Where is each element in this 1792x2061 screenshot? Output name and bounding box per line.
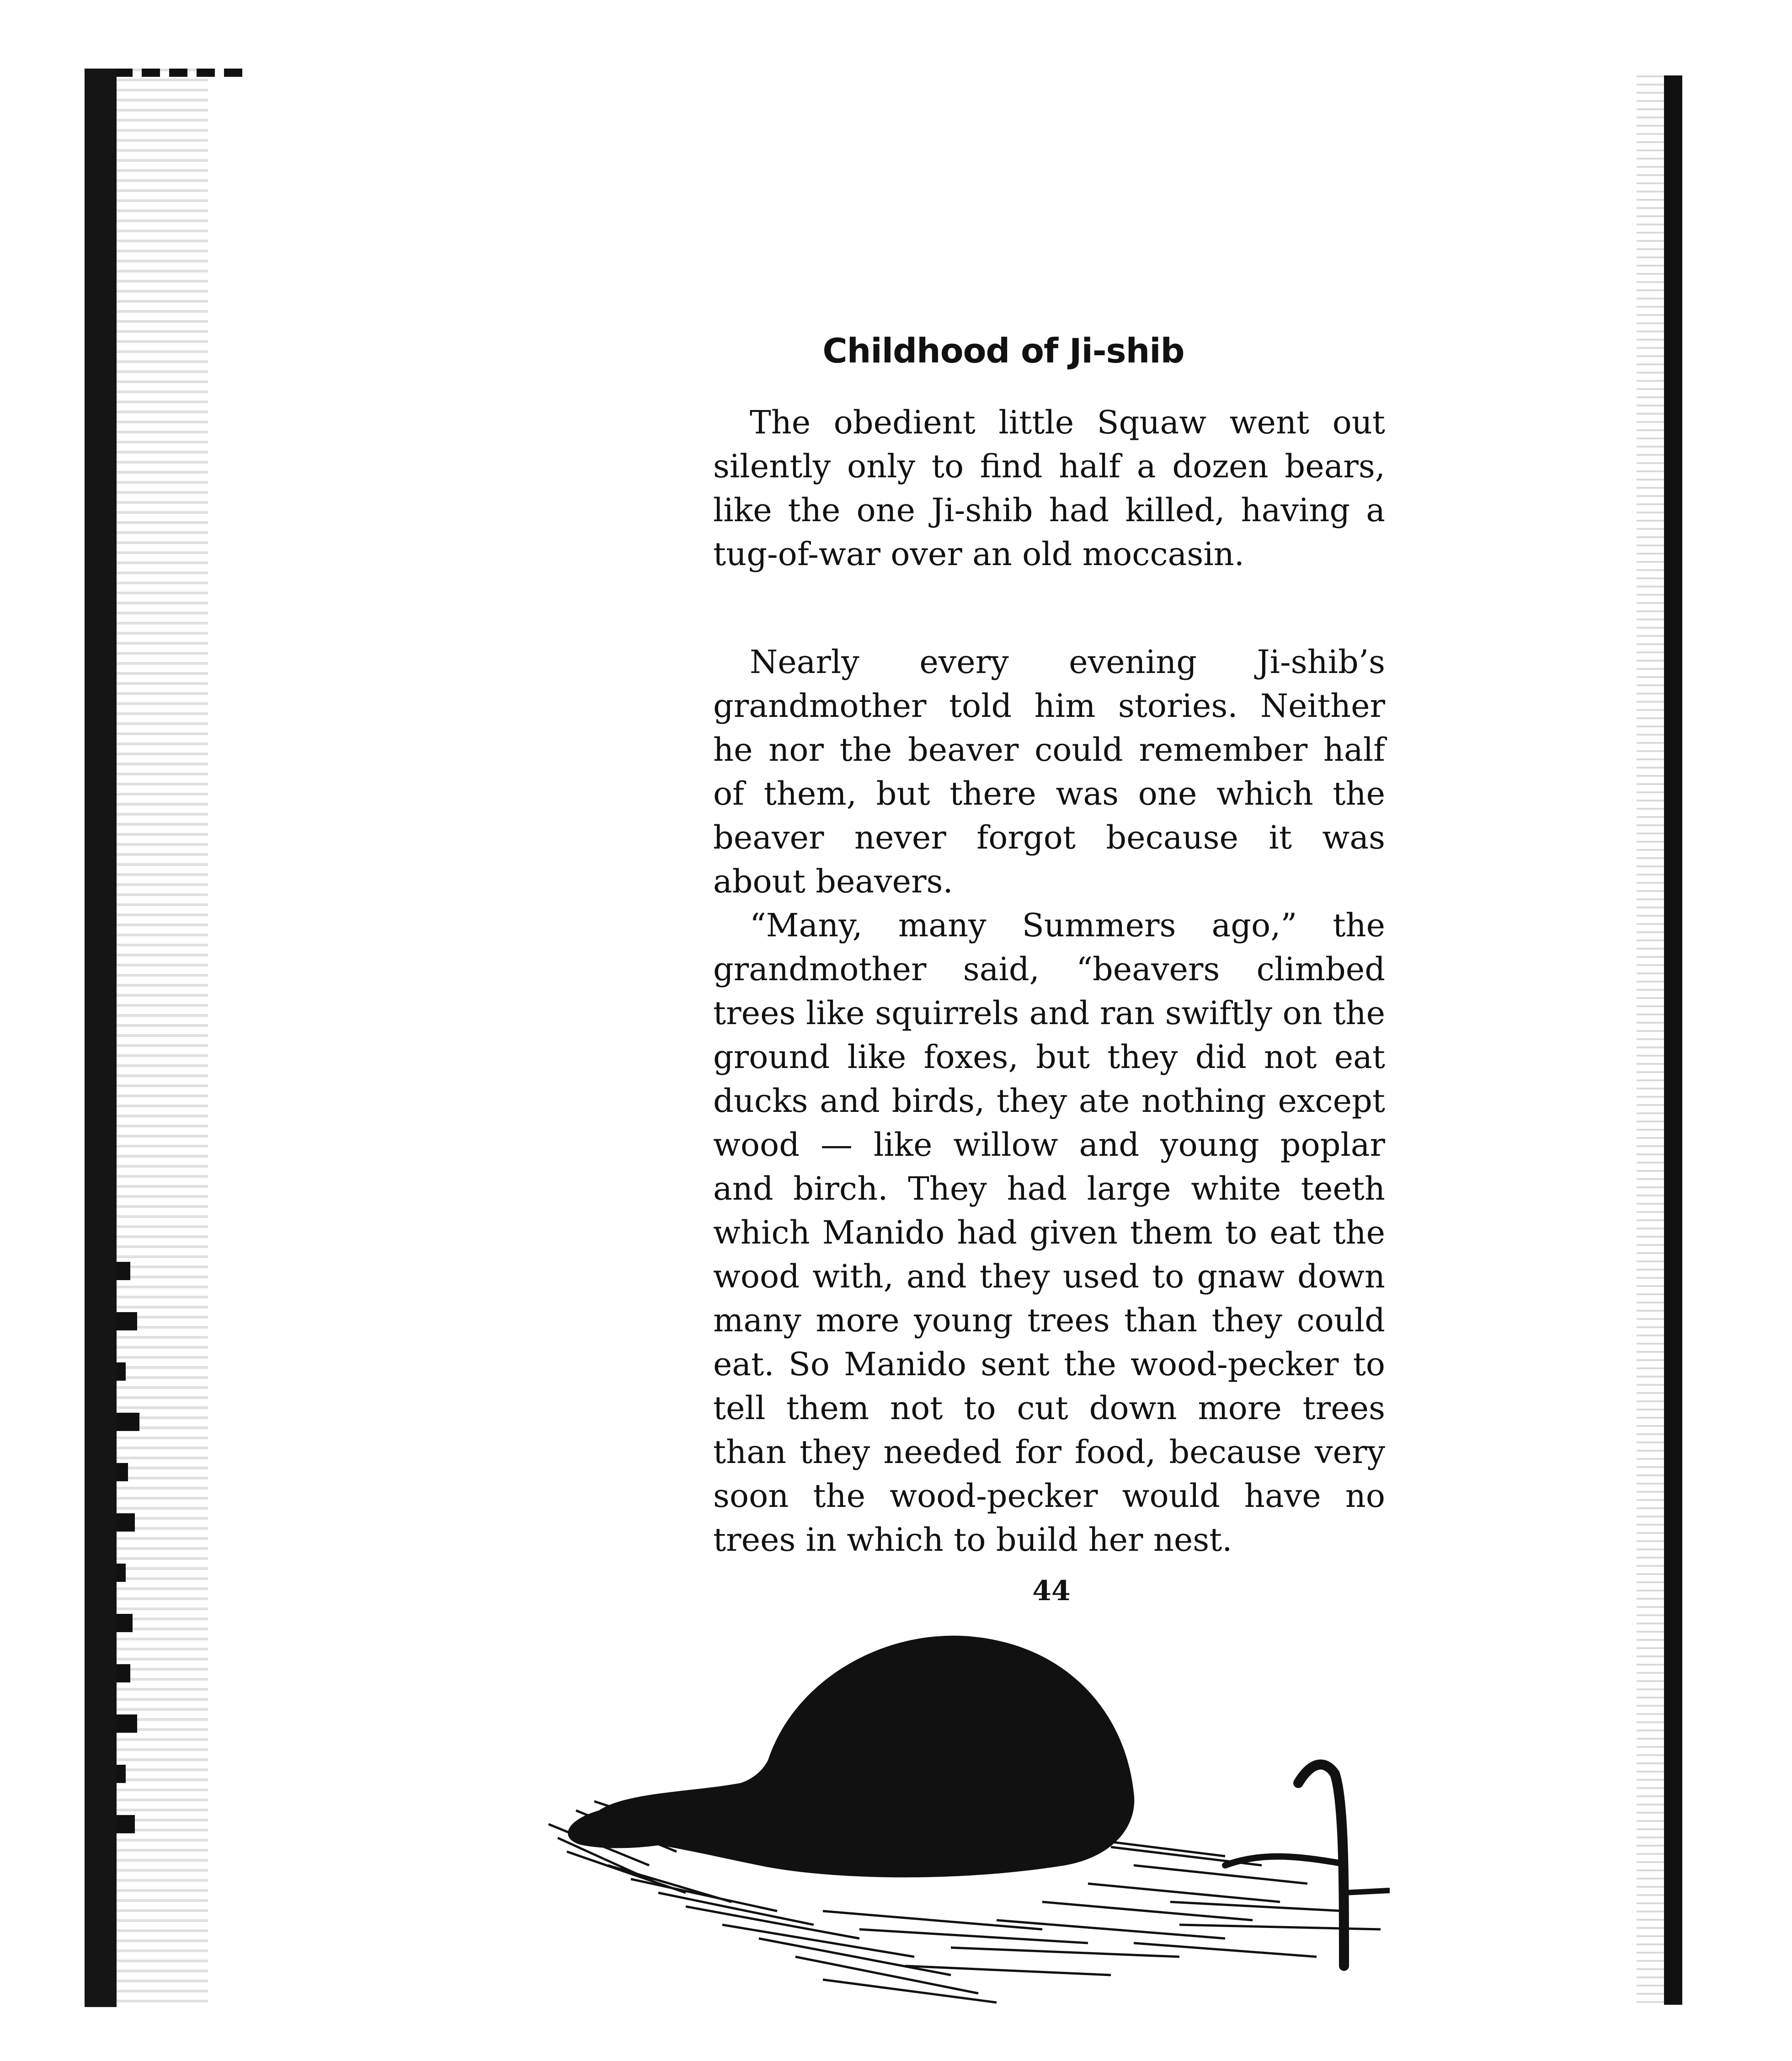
stick-branch xyxy=(1225,1765,1390,1966)
paragraph: “Many, many Summers ago,” the grandmother said, “beavers climbed trees like squirrels and ran swiftly on the ground like foxes, but they did not eat ducks and birds, they ate nothing except wood — like willow and young poplar and birch. They had large white teeth which Manido had given them to eat the wood with, and they used to gnaw down many more young trees than they could eat. So Manido sent the wood-pecker to tell them not to cut down more trees than they needed for food, because very soon the wood-pecker would have no trees in which to build her nest. xyxy=(713,907,1385,1559)
scan-binding-shadow-right xyxy=(1637,75,1664,2005)
scan-binding-edge-right xyxy=(1664,75,1682,2005)
text-block-second xyxy=(713,640,1385,1562)
scan-binding-edge-left xyxy=(85,69,117,2007)
page-number: 44 xyxy=(1032,1575,1071,1607)
beaver-illustration xyxy=(539,1609,1390,2012)
paragraph: The obedient little Squaw went out silently only to find half a dozen bears, like the one Ji-shib had killed, having a tug-of-war over an old moccasin. xyxy=(713,404,1385,573)
page-heading: Childhood of Ji-shib xyxy=(822,331,1184,371)
paragraph: Nearly every evening Ji-shib’s grandmother told him stories. Neither he nor the beaver could remember half of them, but there was one which the beaver never forgot because it was about beavers. xyxy=(713,643,1385,900)
scan-edge-ticks xyxy=(117,1262,144,1948)
text-block-first xyxy=(713,400,1385,576)
